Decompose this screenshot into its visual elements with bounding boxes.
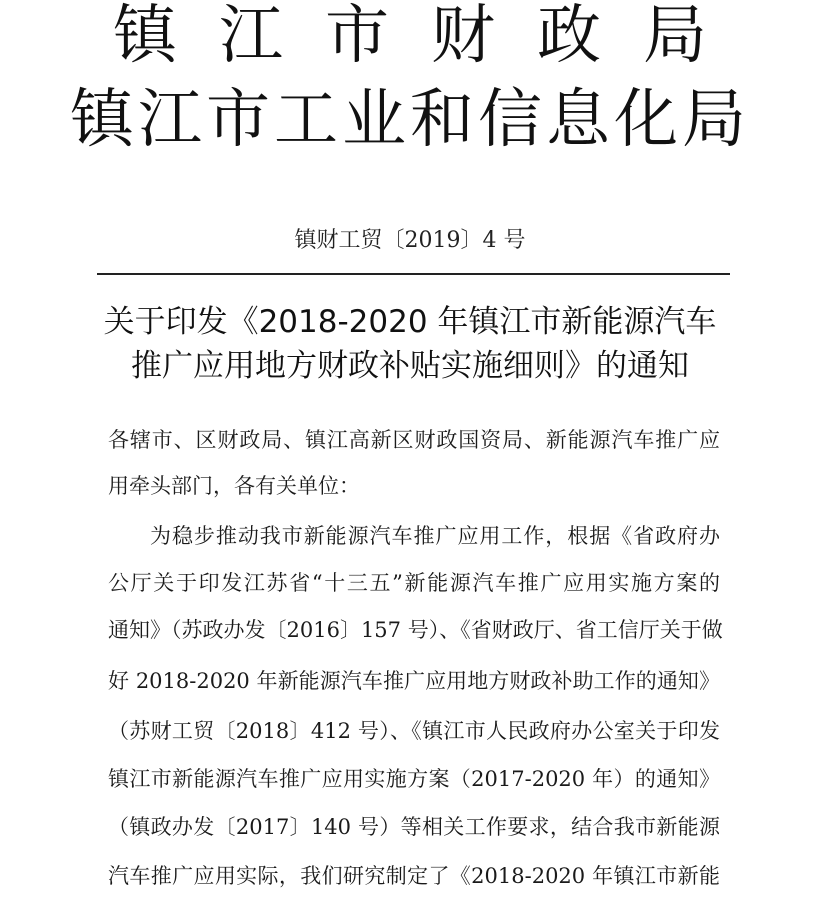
issuer-finance-bureau: 镇江市财政局: [113, 0, 749, 73]
issuer-industry-bureau: 镇江市工业和信息化局: [70, 83, 750, 157]
paragraph-line: 为稳步推动我市新能源汽车推广应用工作，根据《省政府办: [150, 524, 720, 548]
document-number: 镇财工贸〔2019〕4 号: [294, 228, 526, 253]
paragraph-line: 通知》（苏政办发〔2016〕157 号）、《省财政厅、省工信厅关于做: [108, 618, 723, 642]
paragraph-line: 镇江市新能源汽车推广应用实施方案（2017-2020 年）的通知》: [108, 767, 720, 791]
paragraph-line: （苏财工贸〔2018〕412 号）、《镇江市人民政府办公室关于印发: [108, 719, 720, 743]
document-title-line-1: 关于印发《2018-2020 年镇江市新能源汽车: [103, 304, 717, 340]
paragraph-line: （镇政办发〔2017〕140 号）等相关工作要求，结合我市新能源: [108, 815, 720, 839]
header-divider: [97, 273, 730, 275]
addressee-line: 各辖市、区财政局、镇江高新区财政国资局、新能源汽车推广应: [108, 428, 720, 452]
document-title-line-2: 推广应用地方财政补贴实施细则》的通知: [131, 348, 689, 384]
paragraph-line: 好 2018-2020 年新能源汽车推广应用地方财政补助工作的通知》: [108, 669, 720, 693]
paragraph-line: 公厅关于印发江苏省“十三五”新能源汽车推广应用实施方案的: [108, 571, 720, 595]
paragraph-line: 汽车推广应用实际，我们研究制定了《2018-2020 年镇江市新能: [108, 864, 720, 888]
addressee-line: 用牵头部门，各有关单位：: [108, 474, 360, 498]
